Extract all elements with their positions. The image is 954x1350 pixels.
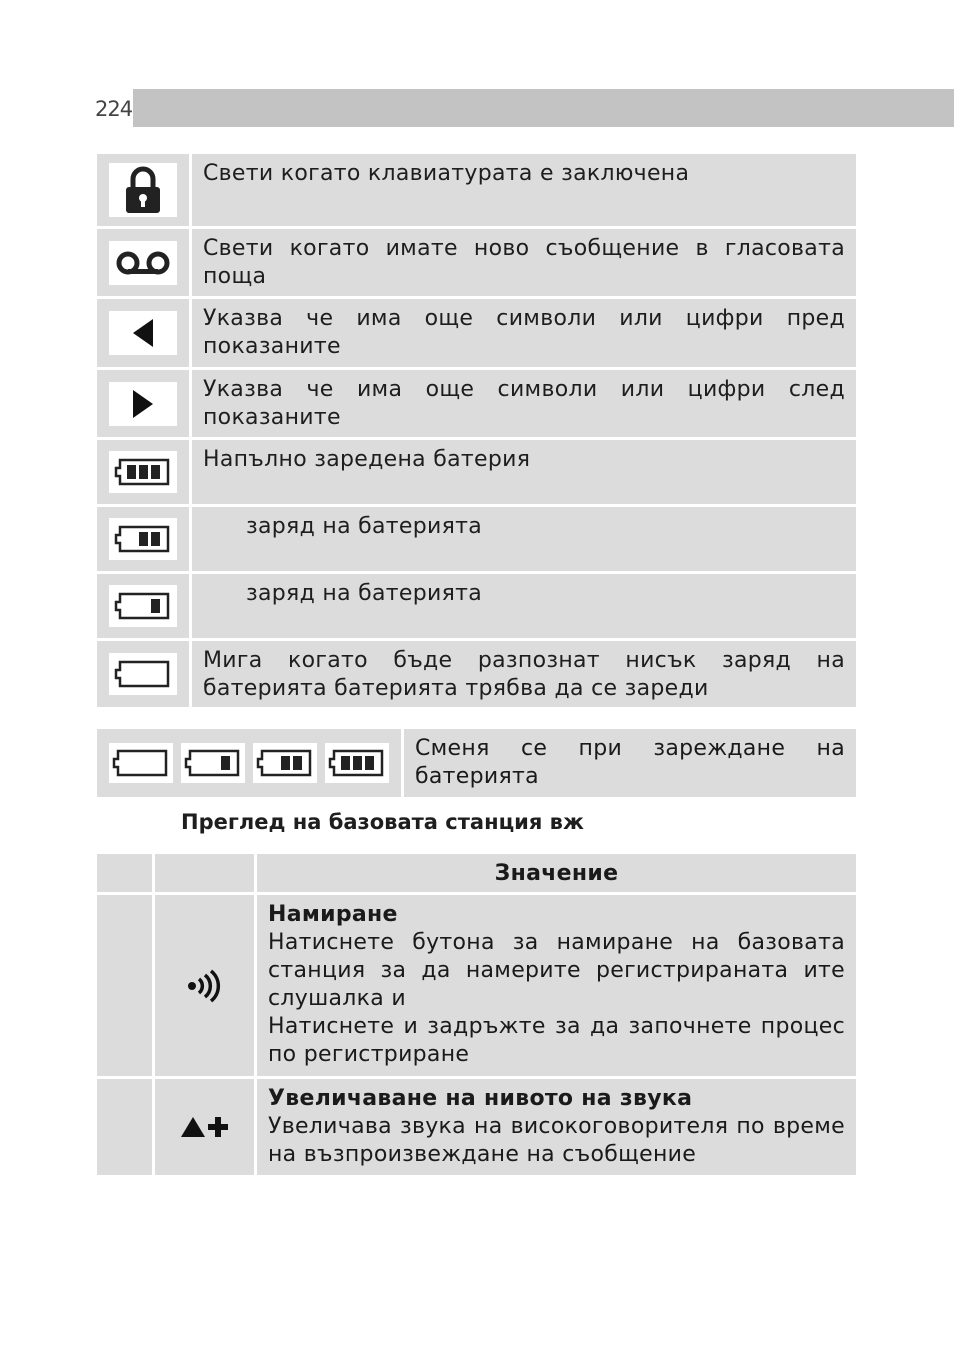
battery-empty-icon: [112, 747, 170, 779]
icon-legend-table: [97, 154, 856, 710]
icon-cell: [155, 895, 254, 1076]
row-text: Указва че има още символи или цифри пред показаните: [192, 299, 856, 367]
battery-one-bar-icon: [114, 590, 172, 622]
header-bar: [95, 89, 954, 127]
battery-full-icon: [114, 456, 172, 488]
icon-cell: [97, 154, 189, 226]
battery-two-bars-icon: [114, 523, 172, 555]
table-header-row: [97, 854, 856, 892]
volume-up-icon: [179, 1115, 231, 1139]
header-cell-empty: [97, 854, 152, 892]
page-number: 224: [95, 89, 133, 127]
row-text: Свети когато клавиатурата е заключена: [192, 154, 856, 226]
row-text: заряд на батерията: [192, 574, 856, 638]
base-station-table: [97, 854, 856, 1178]
row-text: Напълно заредена батерия: [192, 440, 856, 504]
table-row: [97, 574, 856, 638]
table-row: [97, 370, 856, 437]
icon-cell: [155, 1079, 254, 1175]
battery-one-bar-icon: [184, 747, 242, 779]
table-row: [97, 641, 856, 707]
header-cell-empty: [155, 854, 254, 892]
find-signal-icon: [187, 969, 223, 1003]
arrow-right-icon: [131, 388, 155, 420]
section-title: Преглед на базовата станция вж: [181, 810, 584, 834]
table-row: [97, 154, 856, 226]
icon-cell: [97, 641, 189, 707]
row-title: Намиране: [268, 902, 398, 927]
table-row: [97, 299, 856, 367]
row-title: Увеличаване на нивото на звука: [268, 1086, 693, 1111]
table-row: [97, 895, 856, 1076]
row-content: [257, 1079, 856, 1175]
charging-text: Сменя се при зареждане на батерията: [404, 729, 856, 797]
icon-cell: [97, 229, 189, 296]
charging-table: [97, 729, 856, 797]
icon-cell: [97, 370, 189, 437]
row-description: Увеличава звука на високоговорителя по време на възпроизвеждане на съобщение: [268, 1114, 845, 1167]
voicemail-icon: [115, 251, 171, 275]
row-text: Указва че има още символи или цифри след показаните: [192, 370, 856, 437]
icon-cell: [97, 574, 189, 638]
icon-cell: [97, 440, 189, 504]
battery-full-icon: [328, 747, 386, 779]
row-content: [257, 895, 856, 1076]
table-row: [97, 440, 856, 504]
battery-two-bars-icon: [256, 747, 314, 779]
row-cell-empty: [97, 1079, 152, 1175]
row-description: Натиснете бутона за намиране на базовата станция за да намерите регистрираната ите слушалка и Натиснете и задръжте за да започнете процес по регистриране: [268, 930, 845, 1067]
row-text: Мига когато бъде разпознат нисък заряд на батерията батерията трябва да се зареди: [192, 641, 856, 707]
battery-empty-icon: [114, 658, 172, 690]
icon-cell: [97, 299, 189, 367]
table-row: [97, 229, 856, 296]
row-text: заряд на батерията: [192, 507, 856, 571]
table-row: [97, 1079, 856, 1175]
row-cell-empty: [97, 895, 152, 1076]
header-meaning: Значение: [257, 854, 856, 892]
lock-icon: [123, 166, 163, 214]
row-text: Свети когато имате ново съобщение в гласовата поща: [192, 229, 856, 296]
arrow-left-icon: [131, 317, 155, 349]
charging-icons-cell: [97, 729, 401, 797]
icon-cell: [97, 507, 189, 571]
table-row: [97, 507, 856, 571]
